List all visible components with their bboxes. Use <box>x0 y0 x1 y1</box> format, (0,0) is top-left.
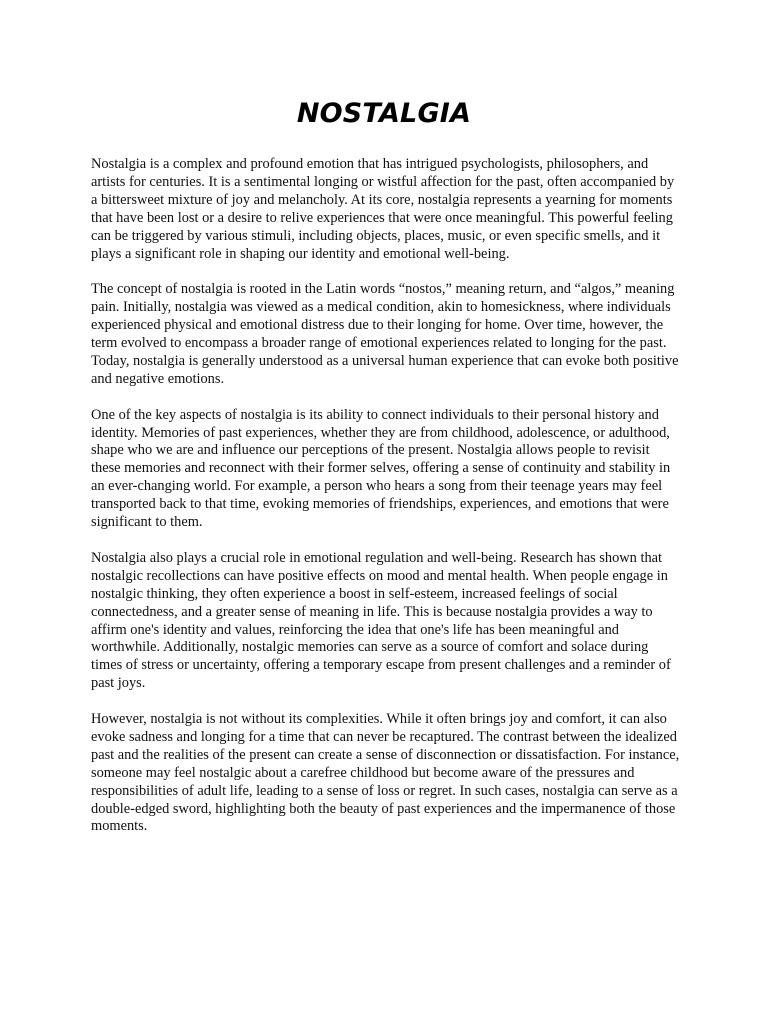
paragraph-2: The concept of nostalgia is rooted in the Latin words “nostos,” meaning return, and “algos,” meaning pain. Initially, nostalgia was viewed as a medical condition, akin to homesickness, where individuals experienced physical and emotional distress due to their longing for home. Over time, however, the term evolved to encompass a broader range of emotional experiences related to longing for the past. Today, nostalgia is generally understood as a universal human experience that can evoke both positive and negative emotions. <box>91 281 679 387</box>
paragraph-1: Nostalgia is a complex and profound emotion that has intrigued psychologists, philosophers, and artists for centuries. It is a sentimental longing or wistful affection for the past, often accompanied by a bittersweet mixture of joy and melancholy. At its core, nostalgia represents a yearning for moments that have been lost or a desire to relive experiences that were once meaningful. This powerful feeling can be triggered by various stimuli, including objects, places, music, or even specific smells, and it plays a significant role in shaping our identity and emotional well-being. <box>91 156 675 262</box>
paragraph-5: However, nostalgia is not without its complexities. While it often brings joy and comfort, it can also evoke sadness and longing for a time that can never be recaptured. The contrast between the idealized past and the realities of the present can create a sense of disconnection or dissatisfaction. For instance, someone may feel nostalgic about a carefree childhood but become aware of the pressures and responsibilities of adult life, leading to a sense of loss or regret. In such cases, nostalgia can serve as a double-edged sword, highlighting both the beauty of past experiences and the impermanence of those moments. <box>91 711 680 835</box>
paragraph-3: One of the key aspects of nostalgia is its ability to connect individuals to their personal history and identity. Memories of past experiences, whether they are from childhood, adolescence, or adulthood, shape who we are and influence our perceptions of the present. Nostalgia allows people to revisit these memories and reconnect with their former selves, offering a sense of continuity and stability in an ever-changing world. For example, a person who hears a song from their teenage years may feel transported back to that time, evoking memories of friendships, experiences, and emotions that were significant to them. <box>91 406 671 531</box>
document-title: NOSTALGIA <box>296 98 472 129</box>
document-body <box>91 156 681 854</box>
paragraph-4: Nostalgia also plays a crucial role in emotional regulation and well-being. Research has shown that nostalgic recollections can have positive effects on mood and mental health. When people engage in nostalgic thinking, they often experience a boost in self-esteem, increased feelings of social connectedness, and a greater sense of meaning in life. This is because nostalgia provides a way to affirm one's identity and values, reinforcing the idea that one's life has been meaningful and worthwhile. Additionally, nostalgic memories can serve as a source of comfort and solace during times of stress or uncertainty, offering a temporary escape from present challenges and a reminder of past joys. <box>91 549 671 692</box>
